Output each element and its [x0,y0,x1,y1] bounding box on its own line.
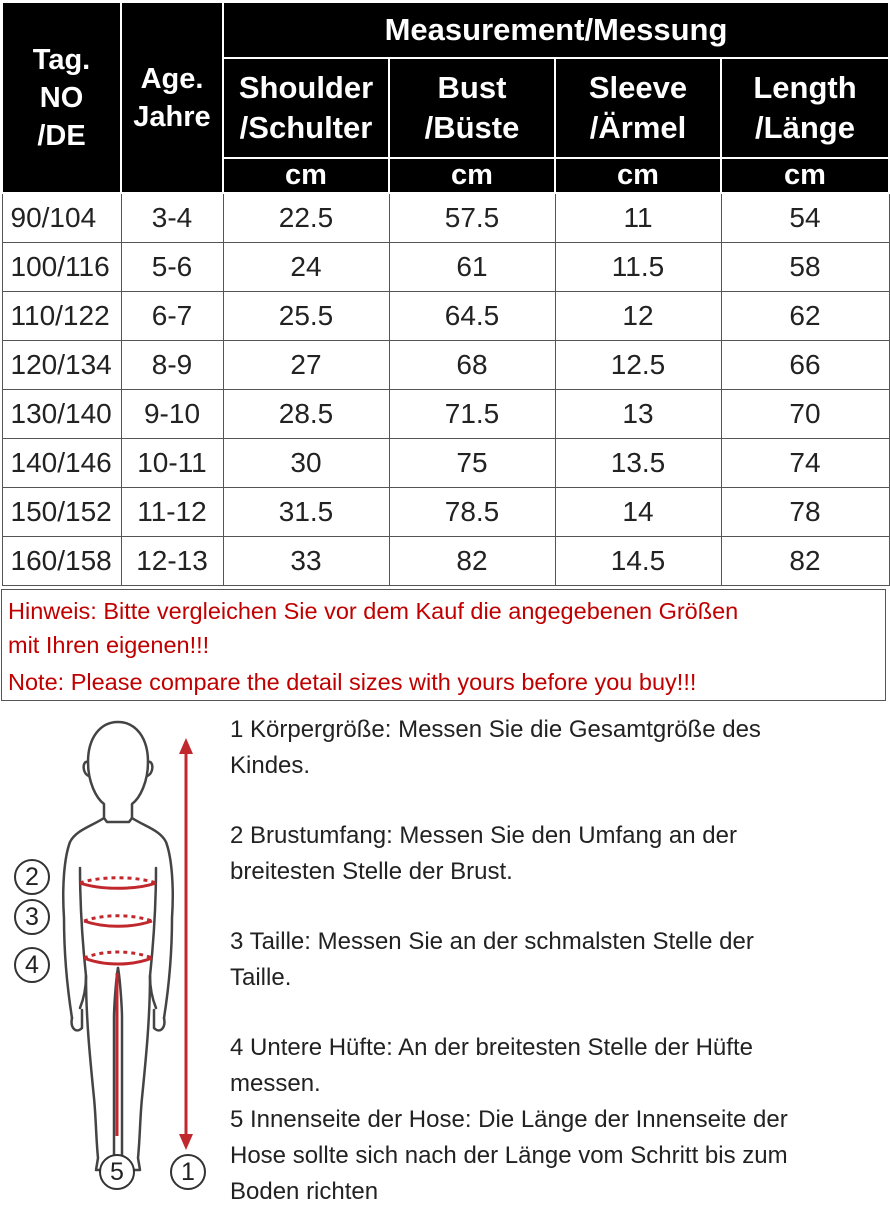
cell-shoulder: 31.5 [223,488,389,537]
instruction-waist: 3 Taille: Messen Sie an der schmalsten Stelle der Taille. [230,928,754,991]
cell-sleeve: 13.5 [555,439,721,488]
instruction-hip: 4 Untere Hüfte: An der breitesten Stelle der Hüfte messen. [230,1034,753,1097]
header-bust: Bust /Büste [389,58,555,158]
cell-length: 78 [721,488,889,537]
cell-bust: 82 [389,537,555,586]
marker-4: 4 [14,947,50,983]
cell-shoulder: 22.5 [223,193,389,243]
note-german-line-2: mit Ihren eigenen!!! [8,632,210,658]
cell-shoulder: 30 [223,439,389,488]
table-row [2,341,889,390]
table-row [2,488,889,537]
header-sleeve: Sleeve /Ärmel [555,58,721,158]
header-unit-length: cm [721,158,889,193]
measurement-instructions [230,712,890,1210]
marker-2: 2 [14,859,50,895]
cell-tag: 100/116 [2,243,121,292]
marker-5: 5 [99,1154,135,1190]
table-row [2,439,889,488]
header-age: Age. Jahre [121,2,223,193]
cell-tag: 160/158 [2,537,121,586]
cell-length: 58 [721,243,889,292]
table-row [2,292,889,341]
cell-shoulder: 28.5 [223,390,389,439]
header-shoulder: Shoulder /Schulter [223,58,389,158]
cell-age: 9-10 [121,390,223,439]
cell-length: 66 [721,341,889,390]
cell-bust: 57.5 [389,193,555,243]
cell-sleeve: 14 [555,488,721,537]
cell-sleeve: 12 [555,292,721,341]
cell-age: 6-7 [121,292,223,341]
cell-bust: 68 [389,341,555,390]
cell-age: 11-12 [121,488,223,537]
cell-age: 12-13 [121,537,223,586]
cell-length: 74 [721,439,889,488]
instruction-inseam: 5 Innenseite der Hose: Die Länge der Innenseite der Hose sollte sich nach der Länge vom Schritt bis zum Boden richten [230,1106,788,1205]
cell-sleeve: 11 [555,193,721,243]
marker-3: 3 [14,899,50,935]
cell-tag: 140/146 [2,439,121,488]
cell-age: 10-11 [121,439,223,488]
cell-shoulder: 33 [223,537,389,586]
cell-bust: 61 [389,243,555,292]
cell-bust: 75 [389,439,555,488]
table-row [2,390,889,439]
table-row [2,537,889,586]
cell-bust: 71.5 [389,390,555,439]
size-chart-table [1,1,890,586]
cell-tag: 90/104 [2,193,121,243]
cell-sleeve: 11.5 [555,243,721,292]
header-measurement-group: Measurement/Messung [223,2,889,58]
header-unit-shoulder: cm [223,158,389,193]
cell-age: 3-4 [121,193,223,243]
cell-age: 8-9 [121,341,223,390]
table-row [2,193,889,243]
cell-sleeve: 12.5 [555,341,721,390]
cell-length: 62 [721,292,889,341]
measurement-figure [0,718,225,1200]
marker-1: 1 [170,1154,206,1190]
note-german-line-1: Hinweis: Bitte vergleichen Sie vor dem Kauf die angegebenen Größen [8,598,739,624]
cell-shoulder: 24 [223,243,389,292]
cell-tag: 110/122 [2,292,121,341]
cell-length: 70 [721,390,889,439]
instruction-body-height: 1 Körpergröße: Messen Sie die Gesamtgröße des Kindes. [230,716,761,779]
cell-age: 5-6 [121,243,223,292]
cell-tag: 130/140 [2,390,121,439]
cell-tag: 150/152 [2,488,121,537]
cell-bust: 64.5 [389,292,555,341]
cell-length: 54 [721,193,889,243]
note-english: Note: Please compare the detail sizes with yours before you buy!!! [8,669,697,695]
size-note [1,589,886,701]
cell-tag: 120/134 [2,341,121,390]
table-row [2,243,889,292]
cell-sleeve: 13 [555,390,721,439]
header-length: Length /Länge [721,58,889,158]
header-unit-sleeve: cm [555,158,721,193]
header-unit-bust: cm [389,158,555,193]
cell-length: 82 [721,537,889,586]
cell-bust: 78.5 [389,488,555,537]
header-tag-size: Tag. NO /DE [2,2,121,193]
cell-shoulder: 25.5 [223,292,389,341]
cell-sleeve: 14.5 [555,537,721,586]
cell-shoulder: 27 [223,341,389,390]
instruction-chest: 2 Brustumfang: Messen Sie den Umfang an der breitesten Stelle der Brust. [230,822,737,885]
